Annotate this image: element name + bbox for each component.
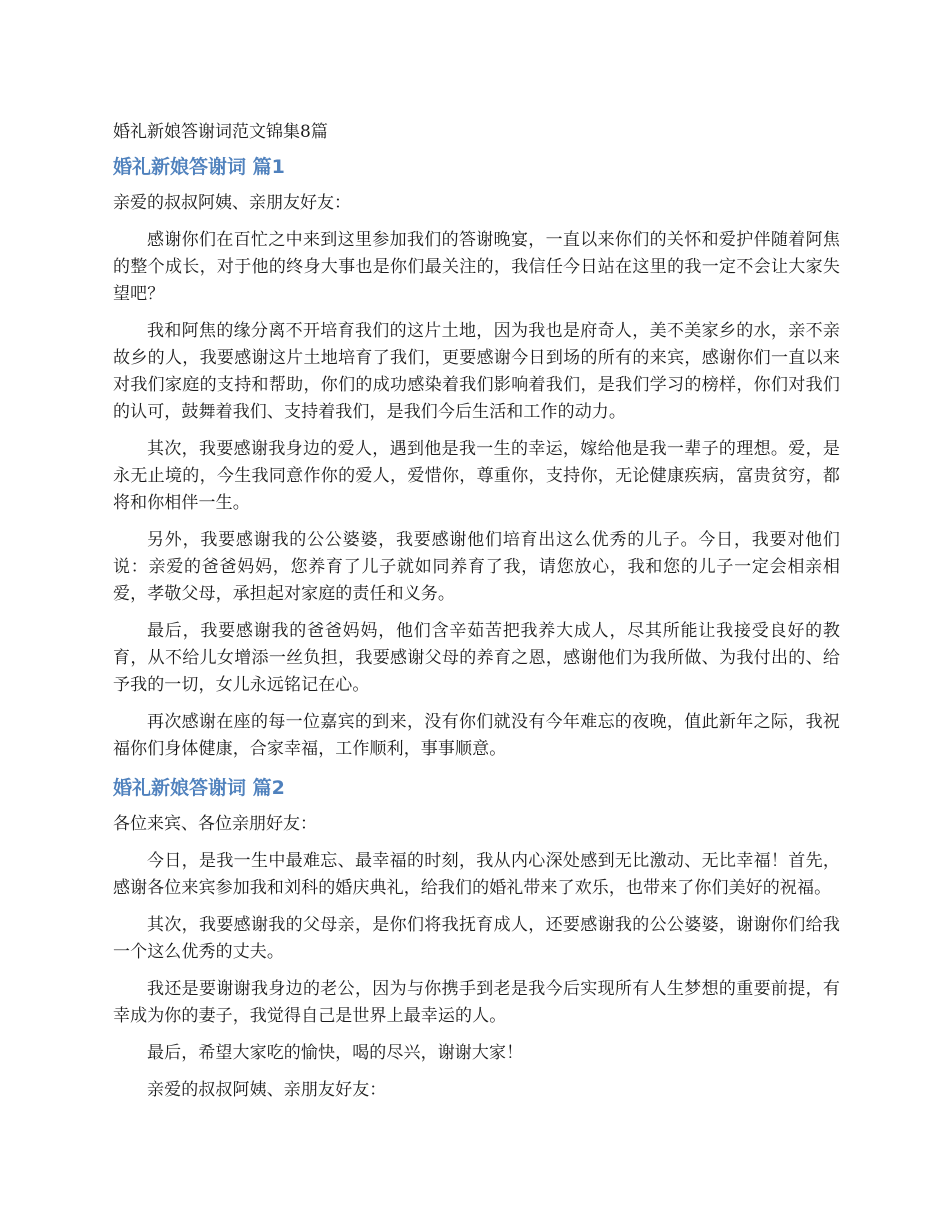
section-heading: 婚礼新娘答谢词 篇2 [113, 777, 285, 799]
paragraph: 感谢你们在百忙之中来到这里参加我们的答谢晚宴，一直以来你们的关怀和爱护伴随着阿焦的整个成长，对于他的终身大事也是你们最关注的，我信任今日站在这里的我一定不会让大家失望吧？ [113, 230, 840, 304]
paragraph: 最后，我要感谢我的爸爸妈妈，他们含辛茹苦把我养大成人，尽其所能让我接受良好的教育，从不给儿女增添一丝负担，我要感谢父母的养育之恩，感谢他们为我所做、为我付出的、给予我的一切，女儿永远铭记在心。 [113, 621, 840, 695]
paragraph: 我还是要谢谢我身边的老公，因为与你携手到老是我今后实现所有人生梦想的重要前提，有幸成为你的妻子，我觉得自己是世界上最幸运的人。 [113, 979, 840, 1026]
section-1 [113, 152, 840, 763]
paragraph: 最后，希望大家吃的愉快，喝的尽兴，谢谢大家！ [147, 1043, 524, 1063]
paragraph: 再次感谢在座的每一位嘉宾的到来，没有你们就没有今年难忘的夜晚，值此新年之际，我祝福你们身体健康，合家幸福，工作顺利，事事顺意。 [113, 712, 840, 759]
salutation: 各位来宾、各位亲朋好友： [113, 814, 317, 834]
document-title: 婚礼新娘答谢词范文锦集8篇 [113, 122, 328, 142]
paragraph: 今日，是我一生中最难忘、最幸福的时刻，我从内心深处感到无比激动、无比幸福！首先，感谢各位来宾参加我和刘科的婚庆典礼，给我们的婚礼带来了欢乐，也带来了你们美好的祝福。 [113, 851, 840, 898]
paragraph: 亲爱的叔叔阿姨、亲朋友好友： [147, 1080, 387, 1100]
section-2 [113, 773, 840, 1104]
salutation: 亲爱的叔叔阿姨、亲朋友好友： [113, 193, 351, 213]
paragraph: 另外，我要感谢我的公公婆婆，我要感谢他们培育出这么优秀的儿子。今日，我要对他们说：亲爱的爸爸妈妈，您养育了儿子就如同养育了我，请您放心，我和您的儿子一定会相亲相爱，孝敬父母，承担起对家庭的责任和义务。 [113, 530, 840, 604]
document-page [113, 118, 840, 1114]
paragraph: 其次，我要感谢我的父母亲，是你们将我抚育成人，还要感谢我的公公婆婆，谢谢你们给我一个这么优秀的丈夫。 [113, 915, 840, 962]
paragraph: 我和阿焦的缘分离不开培育我们的这片土地，因为我也是府奇人，美不美家乡的水，亲不亲故乡的人，我要感谢这片土地培育了我们，更要感谢今日到场的所有的来宾，感谢你们一直以来对我们家庭的支持和帮助，你们的成功感染着我们影响着我们，是我们学习的榜样，你们对我们的认可，鼓舞着我们、支持着我们，是我们今后生活和工作的动力。 [113, 321, 840, 422]
section-heading: 婚礼新娘答谢词 篇1 [113, 156, 285, 178]
paragraph: 其次，我要感谢我身边的爱人，遇到他是我一生的幸运，嫁给他是我一辈子的理想。爱，是永无止境的，今生我同意作你的爱人，爱惜你，尊重你，支持你，无论健康疾病，富贵贫穷，都将和你相伴一生。 [113, 439, 840, 513]
